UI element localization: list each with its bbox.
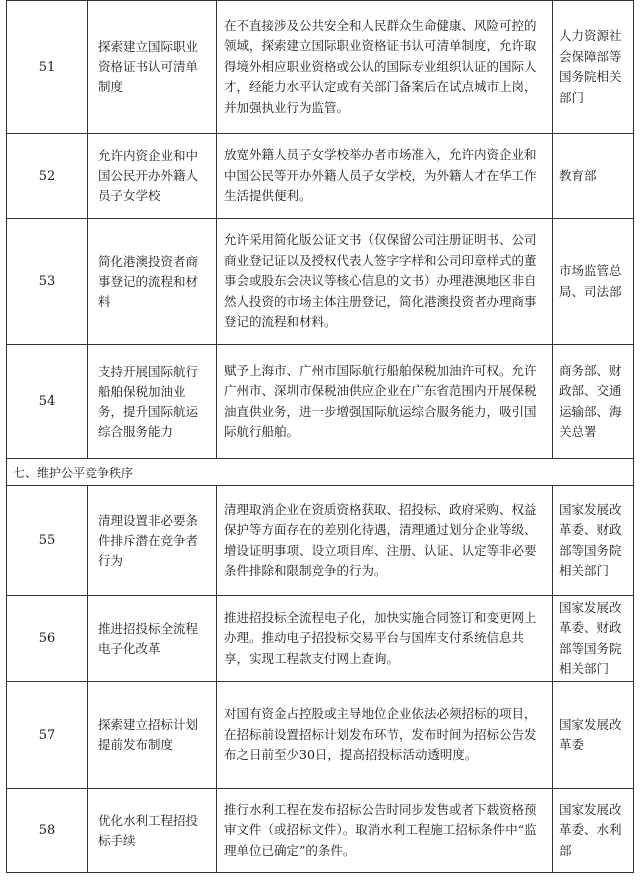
- responsible-department: 人力资源社会保障部等国务院相关部门: [553, 1, 634, 134]
- measure-title: 简化港澳投资者商事登记的流程和材料: [88, 219, 217, 345]
- table-row: [7, 682, 634, 789]
- measure-title: 探索建立招标计划提前发布制度: [88, 682, 217, 789]
- table-row: [7, 219, 634, 345]
- row-number: 58: [7, 789, 88, 873]
- measure-title: 允许内资企业和中国公民开办外籍人员子女学校: [88, 134, 217, 219]
- table-row: [7, 789, 634, 873]
- measure-content: 清理取消企业在资质资格获取、招投标、政府采购、权益保护等方面存在的差别化待遇，清理通过划分企业等级、增设证明事项、设立项目库、注册、认证、认定等非必要条件排除和限制竞争的行为。: [217, 486, 553, 596]
- row-number: 53: [7, 219, 88, 345]
- section-title: 七、维护公平竞争秩序: [7, 459, 634, 486]
- responsible-department: 国家发展改革委、财政部等国务院相关部门: [553, 486, 634, 596]
- policy-table: [6, 0, 634, 873]
- measure-content: 放宽外籍人员子女学校举办者市场准入，允许内资企业和中国公民等开办外籍人员子女学校，为外籍人才在华工作生活提供便利。: [217, 134, 553, 219]
- responsible-department: 教育部: [553, 134, 634, 219]
- policy-table-document: [6, 0, 634, 873]
- row-number: 51: [7, 1, 88, 134]
- responsible-department: 国家发展改革委: [553, 682, 634, 789]
- table-row: [7, 1, 634, 134]
- measure-title: 推进招投标全流程电子化改革: [88, 596, 217, 682]
- responsible-department: 市场监管总局、司法部: [553, 219, 634, 345]
- responsible-department: 商务部、财政部、交通运输部、海关总署: [553, 345, 634, 459]
- row-number: 55: [7, 486, 88, 596]
- measure-content: 赋予上海市、广州市国际航行船舶保税加油许可权。允许广州市、深圳市保税油供应企业在广东省范围内开展保税油直供业务，进一步增强国际航运综合服务能力，吸引国际航行船舶。: [217, 345, 553, 459]
- table-row: [7, 596, 634, 682]
- responsible-department: 国家发展改革委、财政部等国务院相关部门: [553, 596, 634, 682]
- measure-content: 对国有资金占控股或主导地位企业依法必须招标的项目，在招标前设置招标计划发布环节，发布时间为招标公告发布之日前至少30日，提高招投标活动透明度。: [217, 682, 553, 789]
- measure-content: 在不直接涉及公共安全和人民群众生命健康、风险可控的领域，探索建立国际职业资格证书认可清单制度，允许取得境外相应职业资格或公认的国际专业组织认证的国际人才，经能力水平认定或有关部门备案后在试点城市上岗，并加强执业行为监管。: [217, 1, 553, 134]
- measure-title: 清理设置非必要条件排斥潜在竞争者行为: [88, 486, 217, 596]
- measure-title: 优化水利工程招投标手续: [88, 789, 217, 873]
- table-row: [7, 486, 634, 596]
- measure-title: 探索建立国际职业资格证书认可清单制度: [88, 1, 217, 134]
- measure-content: 推行水利工程在发布招标公告时同步发售或者下载资格预审文件（或招标文件）。取消水利工程施工招标条件中“监理单位已确定”的条件。: [217, 789, 553, 873]
- row-number: 54: [7, 345, 88, 459]
- responsible-department: 国家发展改革委、水利部: [553, 789, 634, 873]
- row-number: 57: [7, 682, 88, 789]
- row-number: 52: [7, 134, 88, 219]
- measure-content: 允许采用简化版公证文书（仅保留公司注册证明书、公司商业登记证以及授权代表人签字字样和公司印章样式的董事会或股东会决议等核心信息的文书）办理港澳地区非自然人投资的市场主体注册登记，简化港澳投资者办理商事登记的流程和材料。: [217, 219, 553, 345]
- measure-title: 支持开展国际航行船舶保税加油业务，提升国际航运综合服务能力: [88, 345, 217, 459]
- table-row: [7, 345, 634, 459]
- section-row: [7, 459, 634, 486]
- row-number: 56: [7, 596, 88, 682]
- measure-content: 推进招投标全流程电子化，加快实施合同签订和变更网上办理。推动电子招投标交易平台与国库支付系统信息共享，实现工程款支付网上查询。: [217, 596, 553, 682]
- table-row: [7, 134, 634, 219]
